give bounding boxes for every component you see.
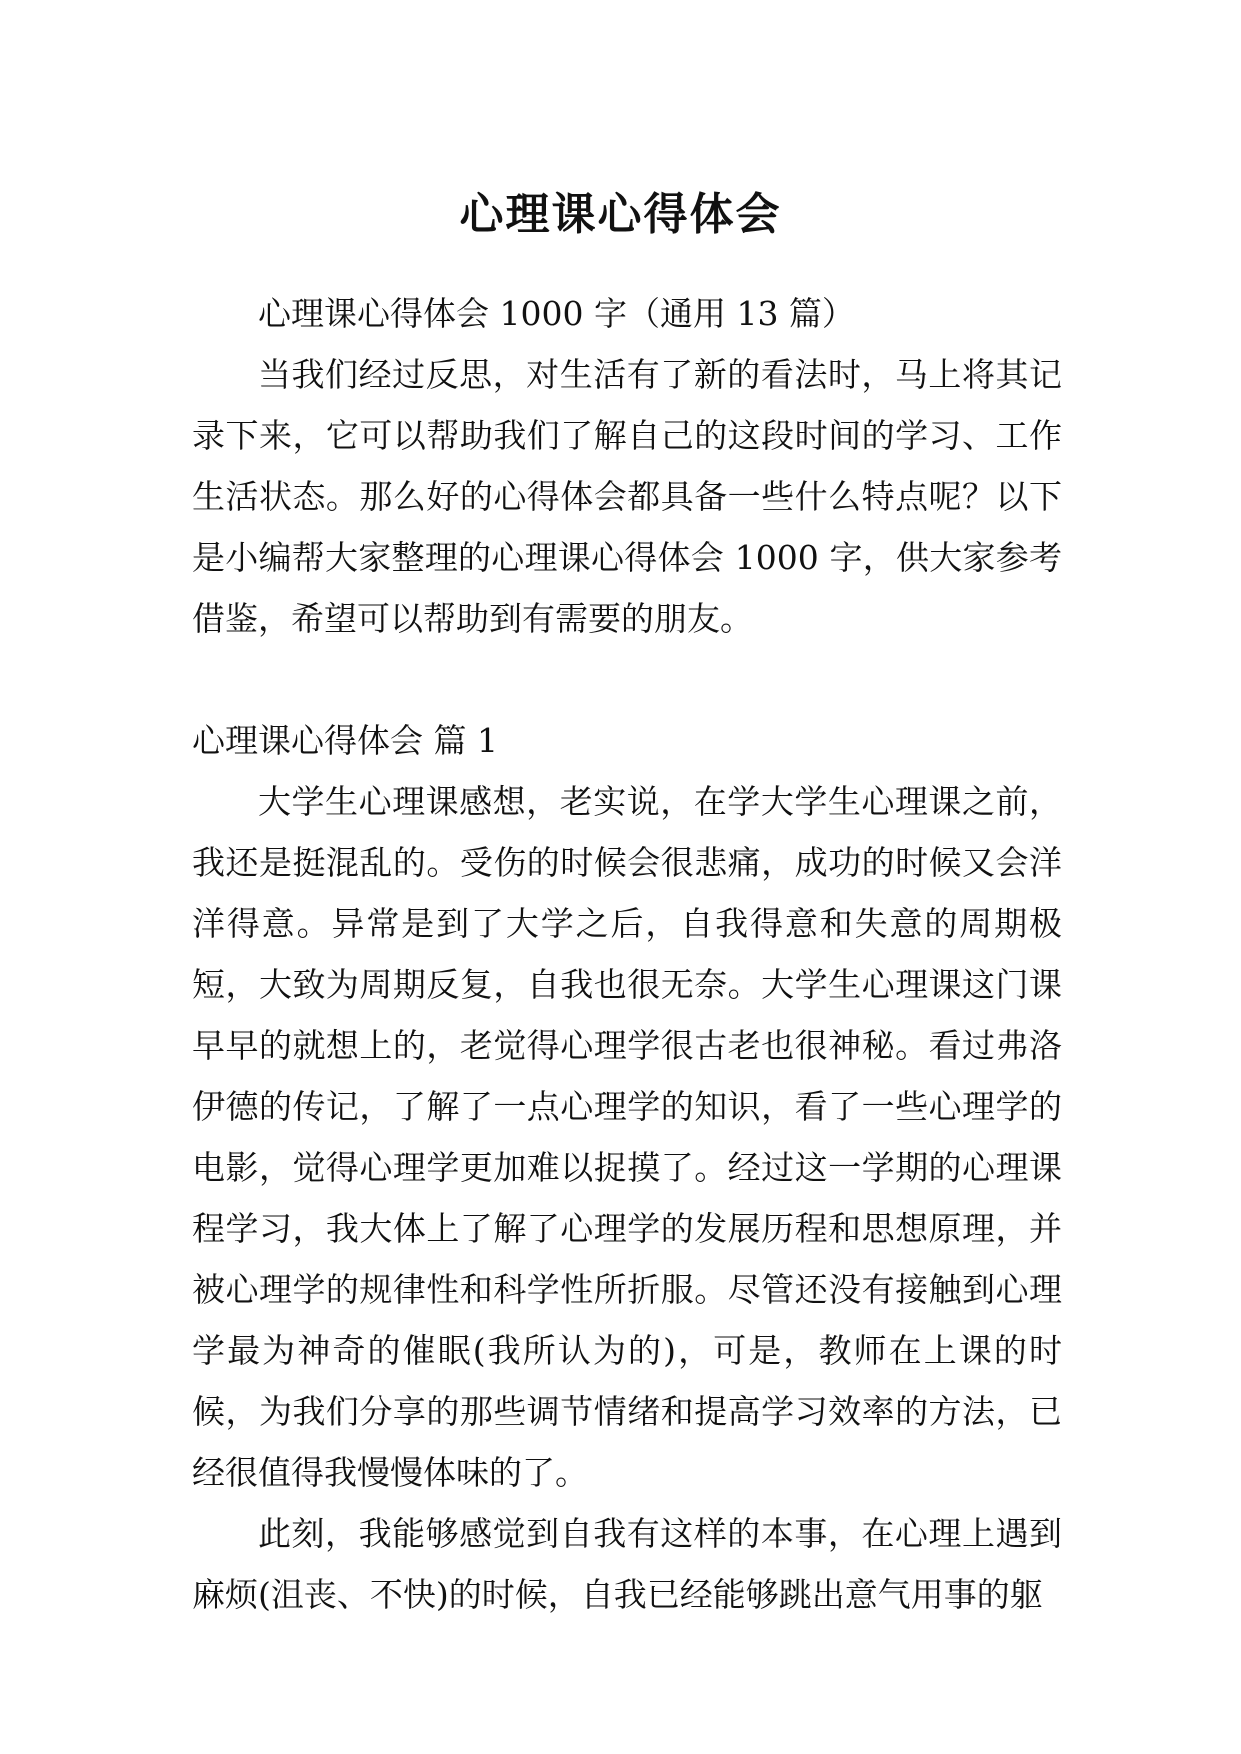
- section-heading: 心理课心得体会 篇 1: [192, 721, 498, 760]
- document-body: [192, 283, 1062, 1625]
- document-subtitle: 心理课心得体会 1000 字（通用 13 篇）: [258, 294, 855, 333]
- document-title: 心理课心得体会: [459, 189, 782, 241]
- intro-paragraph: 当我们经过反思，对生活有了新的看法时，马上将其记录下来，它可以帮助我们了解自己的这段时间的学习、工作生活状态。那么好的心得体会都具备一些什么特点呢？以下是小编帮大家整理的心理课心得体会 1000 字，供大家参考借鉴，希望可以帮助到有需要的朋友。: [192, 355, 1062, 638]
- body-paragraph: 此刻，我能够感觉到自我有这样的本事，在心理上遇到麻烦(沮丧、不快)的时候，自我已经能够跳出意气用事的躯: [192, 1514, 1062, 1614]
- body-paragraph: 大学生心理课感想，老实说，在学大学生心理课之前，我还是挺混乱的。受伤的时候会很悲痛，成功的时候又会洋洋得意。异常是到了大学之后，自我得意和失意的周期极短，大致为周期反复，自我也很无奈。大学生心理课这门课早早的就想上的，老觉得心理学很古老也很神秘。看过弗洛伊德的传记，了解了一点心理学的知识，看了一些心理学的电影，觉得心理学更加难以捉摸了。经过这一学期的心理课程学习，我大体上了解了心理学的发展历程和思想原理，并被心理学的规律性和科学性所折服。尽管还没有接触到心理学最为神奇的催眠(我所认为的)，可是，教师在上课的时候，为我们分享的那些调节情绪和提高学习效率的方法，已经很值得我慢慢体味的了。: [192, 782, 1062, 1492]
